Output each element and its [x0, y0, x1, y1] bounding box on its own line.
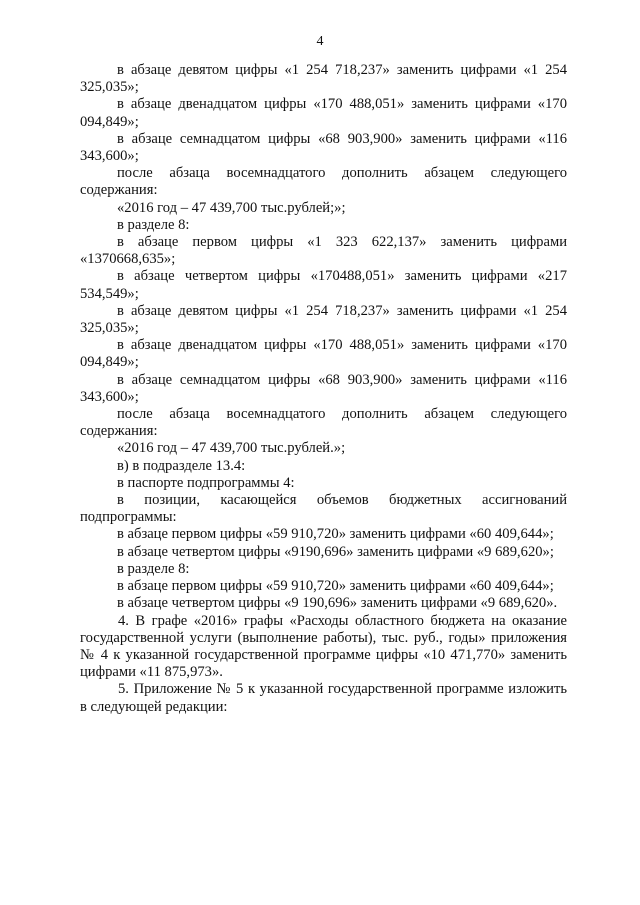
paragraph: после абзаца восемнадцатого дополнить абзацем следующего содержания: — [80, 165, 567, 199]
paragraph: в абзаце четвертом цифры «9 190,696» заменить цифрами «9 689,620». — [117, 595, 558, 612]
paragraph: 4. В графе «2016» графы «Расходы областного бюджета на оказание государственной услуги (выполнение работы), тыс. руб., годы» приложения № 4 к указанной государственной программе цифры «10 471,770» заменить цифрами «11 875,973». — [80, 612, 567, 681]
paragraph: в разделе 8: — [117, 216, 190, 233]
paragraph: в абзаце девятом цифры «1 254 718,237» заменить цифрами «1 254 325,035»; — [80, 62, 567, 96]
paragraph: в абзаце двенадцатом цифры «170 488,051» заменить цифрами «170 094,849»; — [80, 337, 567, 371]
paragraph: в разделе 8: — [117, 560, 190, 577]
paragraph: «2016 год – 47 439,700 тыс.рублей;»; — [117, 199, 346, 216]
paragraph: в абзаце четвертом цифры «9190,696» заменить цифрами «9 689,620»; — [117, 543, 554, 560]
document-body — [80, 62, 567, 716]
page-number: 4 — [316, 34, 324, 49]
paragraph: в абзаце четвертом цифры «170488,051» заменить цифрами «217 534,549»; — [80, 268, 567, 302]
paragraph: в позиции, касающейся объемов бюджетных ассигнований подпрограммы: — [80, 492, 567, 526]
paragraph: в абзаце двенадцатом цифры «170 488,051» заменить цифрами «170 094,849»; — [80, 96, 567, 130]
paragraph: 5. Приложение № 5 к указанной государственной программе изложить в следующей редакции: — [80, 681, 567, 715]
paragraph: в абзаце первом цифры «1 323 622,137» заменить цифрами «1370668,635»; — [80, 234, 567, 268]
paragraph: в абзаце девятом цифры «1 254 718,237» заменить цифрами «1 254 325,035»; — [80, 302, 567, 337]
paragraph: после абзаца восемнадцатого дополнить абзацем следующего содержания: — [80, 406, 567, 440]
paragraph: в) в подразделе 13.4: — [117, 457, 246, 474]
paragraph: «2016 год – 47 439,700 тыс.рублей.»; — [117, 440, 346, 457]
paragraph: в паспорте подпрограммы 4: — [117, 474, 295, 491]
paragraph: в абзаце семнадцатом цифры «68 903,900» заменить цифрами «116 343,600»; — [80, 130, 567, 165]
paragraph: в абзаце первом цифры «59 910,720» заменить цифрами «60 409,644»; — [117, 578, 554, 595]
paragraph: в абзаце семнадцатом цифры «68 903,900» заменить цифрами «116 343,600»; — [80, 371, 567, 405]
paragraph: в абзаце первом цифры «59 910,720» заменить цифрами «60 409,644»; — [117, 526, 554, 543]
